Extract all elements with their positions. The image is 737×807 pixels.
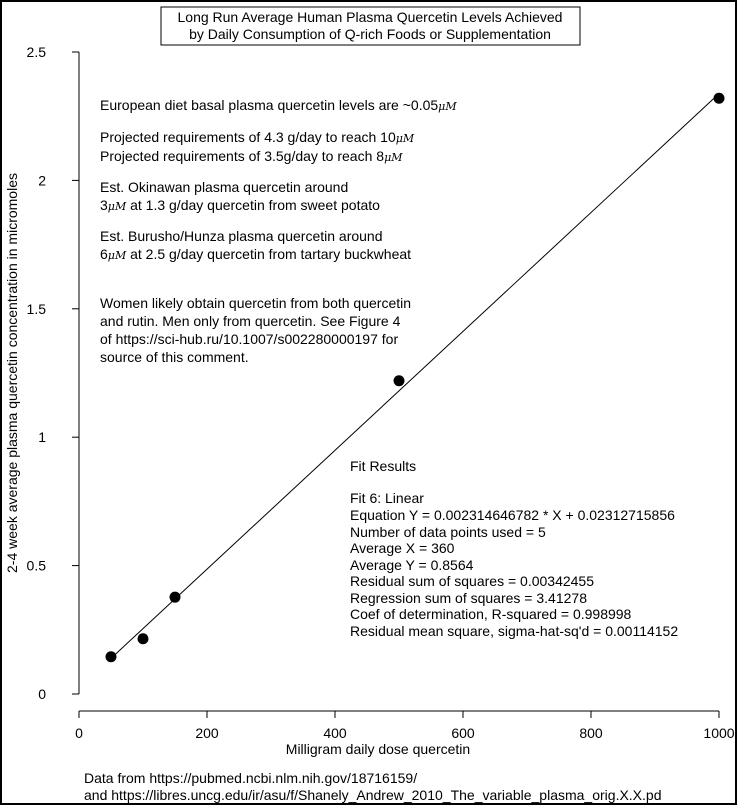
data-point bbox=[714, 93, 725, 104]
fit-results-line-6: Average Y = 0.8564 bbox=[350, 557, 474, 573]
annotation-req1-unit: μM bbox=[395, 132, 415, 145]
title-line-2: by Daily Consumption of Q-rich Foods or Supplementation bbox=[189, 26, 551, 42]
fit-results-line-8: Regression sum of squares = 3.41278 bbox=[350, 590, 587, 606]
source-note bbox=[84, 770, 661, 803]
annotation-hunza-unit: μM bbox=[107, 249, 127, 262]
fit-results bbox=[350, 458, 678, 639]
annotation-hunza-2 bbox=[100, 246, 411, 262]
annotation-req2 bbox=[100, 148, 403, 164]
annotation-req2-text: Projected requirements of 3.5g/day to reach 8 bbox=[100, 148, 385, 164]
x-tick-label: 400 bbox=[323, 725, 347, 741]
data-point bbox=[106, 651, 117, 662]
y-axis-label: 2-4 week average plasma quercetin concentration in micromoles bbox=[4, 173, 20, 573]
x-axis-label: Milligram daily dose quercetin bbox=[285, 741, 471, 757]
x-tick-label: 800 bbox=[579, 725, 603, 741]
annotation-hunza-text: at 2.5 g/day quercetin from tartary buckwheat bbox=[126, 246, 412, 262]
data-point bbox=[138, 633, 149, 644]
fit-results-line-2: Fit 6: Linear bbox=[350, 490, 424, 506]
annotation-basal-text: European diet basal plasma quercetin levels are ~0.05 bbox=[100, 97, 439, 113]
annotation-basal-unit: μM bbox=[438, 100, 457, 113]
y-tick-label: 0.5 bbox=[26, 557, 46, 574]
x-tick-label: 200 bbox=[195, 725, 219, 741]
annotation-basal bbox=[100, 97, 457, 113]
x-ticks bbox=[75, 711, 735, 741]
fit-results-line-9: Coef of determination, R-squared = 0.998998 bbox=[350, 606, 632, 622]
data-point bbox=[170, 592, 181, 603]
annotation-okinawa-2 bbox=[100, 197, 380, 213]
y-tick-label: 0 bbox=[38, 686, 46, 702]
annotations bbox=[100, 97, 457, 365]
fit-results-line-10: Residual mean square, sigma-hat-sq'd = 0.00114152 bbox=[350, 623, 679, 639]
fit-results-line-3: Equation Y = 0.002314646782 * X + 0.02312715856 bbox=[350, 507, 675, 523]
annotation-women-4: source of this comment. bbox=[100, 349, 249, 365]
chart-title bbox=[161, 7, 580, 45]
y-tick-label: 2 bbox=[38, 172, 46, 189]
source-note-line-1: Data from https://pubmed.ncbi.nlm.nih.gov/18716159/ bbox=[84, 770, 418, 786]
x-tick-label: 600 bbox=[451, 725, 475, 741]
x-tick-label: 1000 bbox=[703, 725, 735, 741]
annotation-req1 bbox=[100, 129, 415, 145]
fit-results-line-7: Residual sum of squares = 0.00342455 bbox=[350, 573, 594, 589]
y-ticks bbox=[27, 44, 79, 702]
annotation-women-3: of https://sci-hub.ru/10.1007/s002280000197 for bbox=[100, 331, 399, 347]
annotation-okinawa-num: 3 bbox=[100, 197, 108, 213]
y-tick-label: 1.5 bbox=[26, 300, 46, 317]
chart-svg bbox=[2, 2, 737, 807]
y-tick-label: 2.5 bbox=[26, 44, 46, 60]
x-tick-label: 0 bbox=[75, 725, 83, 741]
annotation-req1-text: Projected requirements of 4.3 g/day to reach 10 bbox=[100, 129, 396, 145]
y-tick-label: 1 bbox=[38, 429, 46, 446]
annotation-hunza-1: Est. Burusho/Hunza plasma quercetin around bbox=[100, 228, 383, 244]
fit-results-line-4: Number of data points used = 5 bbox=[350, 524, 546, 540]
annotation-okinawa-1: Est. Okinawan plasma quercetin around bbox=[100, 179, 349, 195]
annotation-women-2: and rutin. Men only from quercetin. See Figure 4 bbox=[100, 313, 401, 329]
annotation-req2-unit: μM bbox=[384, 151, 403, 164]
source-note-line-2: and https://libres.uncg.edu/ir/asu/f/Shanely_Andrew_2010_The_variable_plasma_orig.X.X.pd bbox=[84, 787, 662, 803]
fit-results-line-5: Average X = 360 bbox=[350, 540, 455, 556]
data-point bbox=[394, 375, 405, 386]
title-line-1: Long Run Average Human Plasma Quercetin Levels Achieved bbox=[177, 9, 563, 25]
annotation-okinawa-text: at 1.3 g/day quercetin from sweet potato bbox=[126, 197, 380, 213]
fit-results-line-0: Fit Results bbox=[350, 458, 417, 474]
annotation-hunza-num: 6 bbox=[100, 246, 108, 262]
annotation-okinawa-unit: μM bbox=[107, 200, 127, 213]
annotation-women-1: Women likely obtain quercetin from both quercetin bbox=[100, 295, 412, 311]
